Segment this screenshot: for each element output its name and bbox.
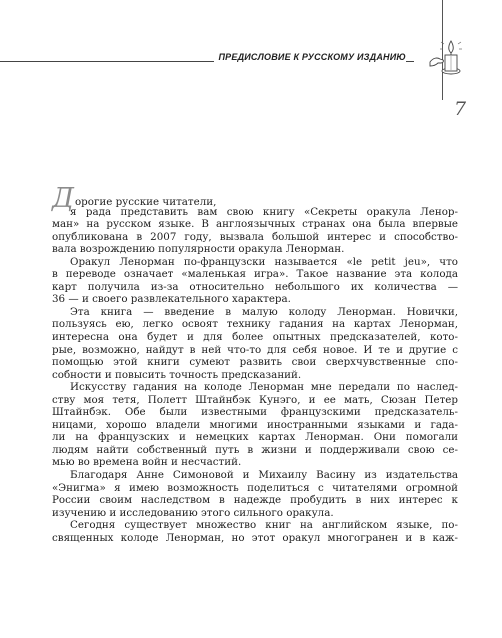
- text-line: Эта книга — введение в малую колоду Ленорман. Новички,: [70, 305, 458, 318]
- text-line: ли на французских и немецких картах Ленорман. Они помогали: [52, 431, 458, 444]
- text-line: ман» на русском языке. В англоязычных странах она была впервые: [52, 218, 458, 231]
- text-line: ству моя тетя, Полетт Штайнбэк Кунэго, и ее мать, Сюзан Петер: [52, 393, 458, 406]
- body-text: [52, 183, 458, 544]
- text-line: опубликована в 2007 году, вызвала большой интерес и способство-: [52, 230, 458, 243]
- text-line: карт получила из-за относительно небольшого их количества —: [52, 280, 458, 293]
- text-line: изучению и исследованию этого сильного оракула.: [52, 506, 334, 519]
- text-line: в переводе означает «маленькая игра». Такое название эта колода: [52, 268, 458, 281]
- greeting-text: орогие русские читатели,: [74, 196, 217, 208]
- text-line: России своим наследством в надежде пробудить в них интерес к: [52, 494, 458, 507]
- text-line: Оракул Ленорман по-французски называется «le petit jeu», что: [70, 255, 458, 268]
- text-line: интересна она будет и для более опытных предсказателей, кото-: [52, 331, 458, 344]
- text-line: Сегодня существует множество книг на английском языке, по-: [70, 519, 458, 532]
- text-line: помощью этой книги сумеют развить свои сверхчувственные спо-: [52, 356, 458, 369]
- text-line: священных колоде Ленорман, но этот оракул многогранен и в каж-: [52, 531, 458, 544]
- text-line: вала возрождению популярности оракула Ленорман.: [52, 243, 345, 256]
- text-line: Благодаря Анне Симоновой и Михаилу Васину из издательства: [70, 469, 458, 482]
- drop-cap: Д: [52, 183, 74, 214]
- text-line: ницами, хорошо владели многими иностранными языками и гада-: [52, 418, 458, 431]
- text-line: «Энигма» я имею возможность поделиться с читателями огромной: [52, 481, 458, 494]
- text-line: Искусству гадания на колоде Ленорман мне передали по наслед-: [70, 381, 458, 394]
- text-line: собности и повысить точность предсказаний.: [52, 368, 302, 381]
- paragraph-lines: [52, 206, 458, 545]
- running-head: ПРЕДИСЛОВИЕ К РУССКОМУ ИЗДАНИЮ: [214, 52, 406, 62]
- text-line: Штайнбэк. Обе были известными французскими предсказатель-: [52, 406, 458, 419]
- text-line: 36 — и своего развлекательного характера.: [52, 293, 291, 306]
- candle-icon: [429, 38, 463, 82]
- text-line: я рада представить вам свою книгу «Секреты оракула Ленор-: [70, 205, 458, 218]
- text-line: пользуясь ею, легко освоят технику гадания на картах Ленорман,: [52, 318, 458, 331]
- text-line: мью во времена войн и несчастий.: [52, 456, 242, 469]
- text-line: рые, возможно, найдут в ней что-то для себя новое. И те и другие с: [52, 343, 458, 356]
- text-line: людям найти собственный путь в жизни и поддерживали свою се-: [52, 443, 458, 456]
- page-number: 7: [454, 98, 467, 120]
